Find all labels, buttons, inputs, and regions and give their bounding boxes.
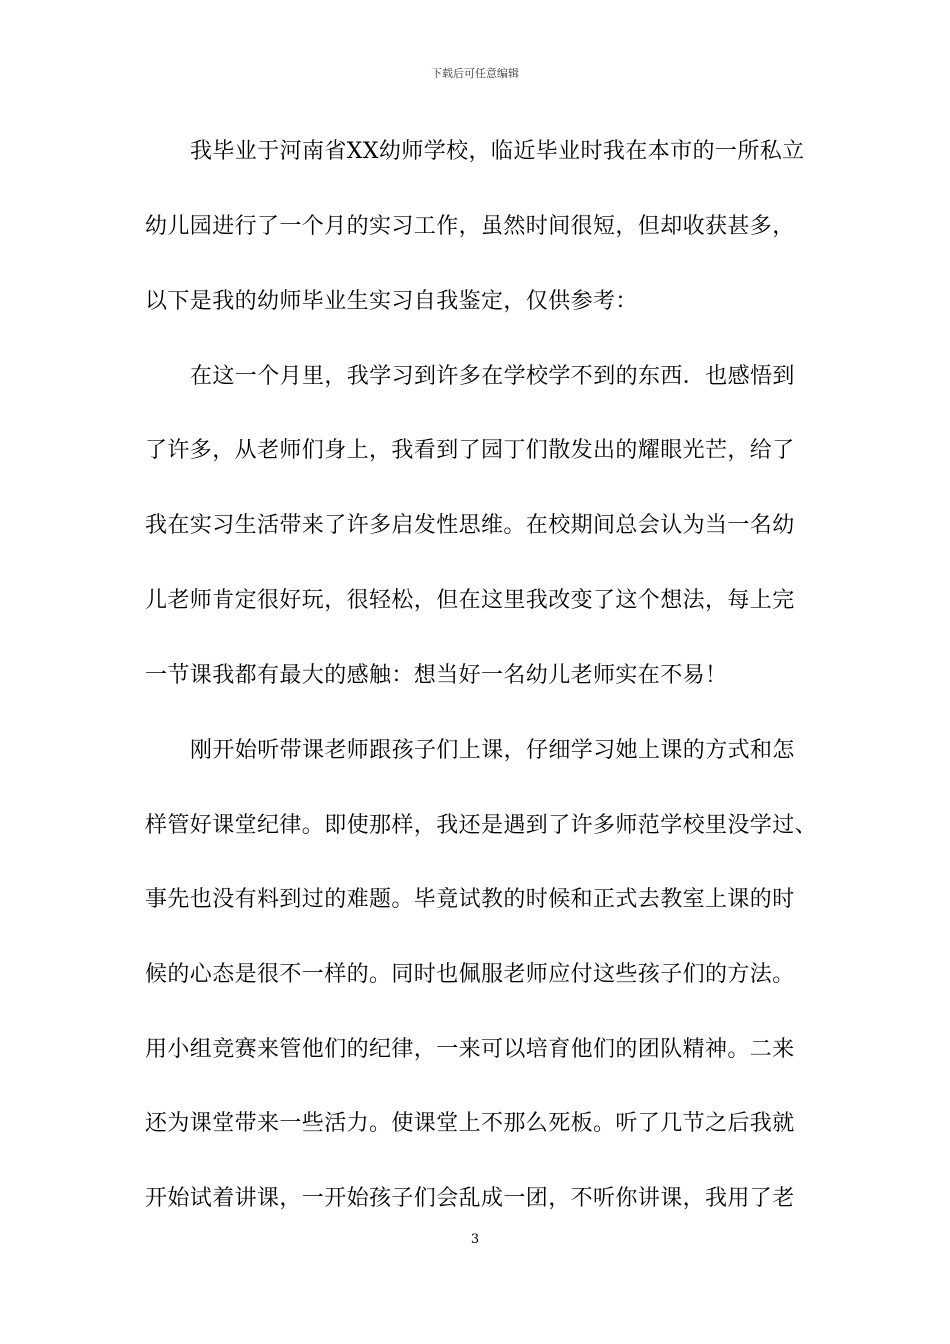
text-line: 样管好课堂纪律。即使那样，我还是遇到了许多师范学校里没学过、	[145, 813, 818, 838]
page-header: 下载后可任意编辑	[431, 67, 519, 80]
text-line: 刚开始听带课老师跟孩子们上课，仔细学习她上课的方式和怎	[190, 738, 795, 763]
page-number: 3	[470, 1232, 480, 1247]
text-line: 在这一个月里，我学习到许多在学校学不到的东西．也感悟到	[190, 364, 795, 389]
text-line: 我在实习生活带来了许多启发性思维。在校期间总会认为当一名幼	[145, 513, 795, 538]
text-line: 一节课我都有最大的感触：想当好一名幼儿老师实在不易！	[145, 663, 728, 688]
text-line: 事先也没有料到过的难题。毕竟试教的时候和正式去教室上课的时	[145, 887, 795, 912]
text-line: 还为课堂带来一些活力。使课堂上不那么死板。听了几节之后我就	[145, 1111, 795, 1136]
text-line: 以下是我的幼师毕业生实习自我鉴定，仅供参考：	[145, 289, 638, 314]
text-line: 儿老师肯定很好玩，很轻松，但在这里我改变了这个想法，每上完	[145, 588, 795, 613]
text-line: 幼儿园进行了一个月的实习工作，虽然时间很短，但却收获甚多，	[145, 214, 795, 239]
text-line: 我毕业于河南省XX幼师学校，临近毕业时我在本市的一所私立	[190, 139, 805, 164]
text-line: 了许多，从老师们身上，我看到了园丁们散发出的耀眼光芒，给了	[145, 438, 795, 463]
text-line: 候的心态是很不一样的。同时也佩服老师应付这些孩子们的方法。	[145, 962, 795, 987]
text-line: 用小组竞赛来管他们的纪律，一来可以培育他们的团队精神。二来	[145, 1037, 795, 1062]
text-line: 开始试着讲课，一开始孩子们会乱成一团，不听你讲课，我用了老	[145, 1186, 795, 1211]
